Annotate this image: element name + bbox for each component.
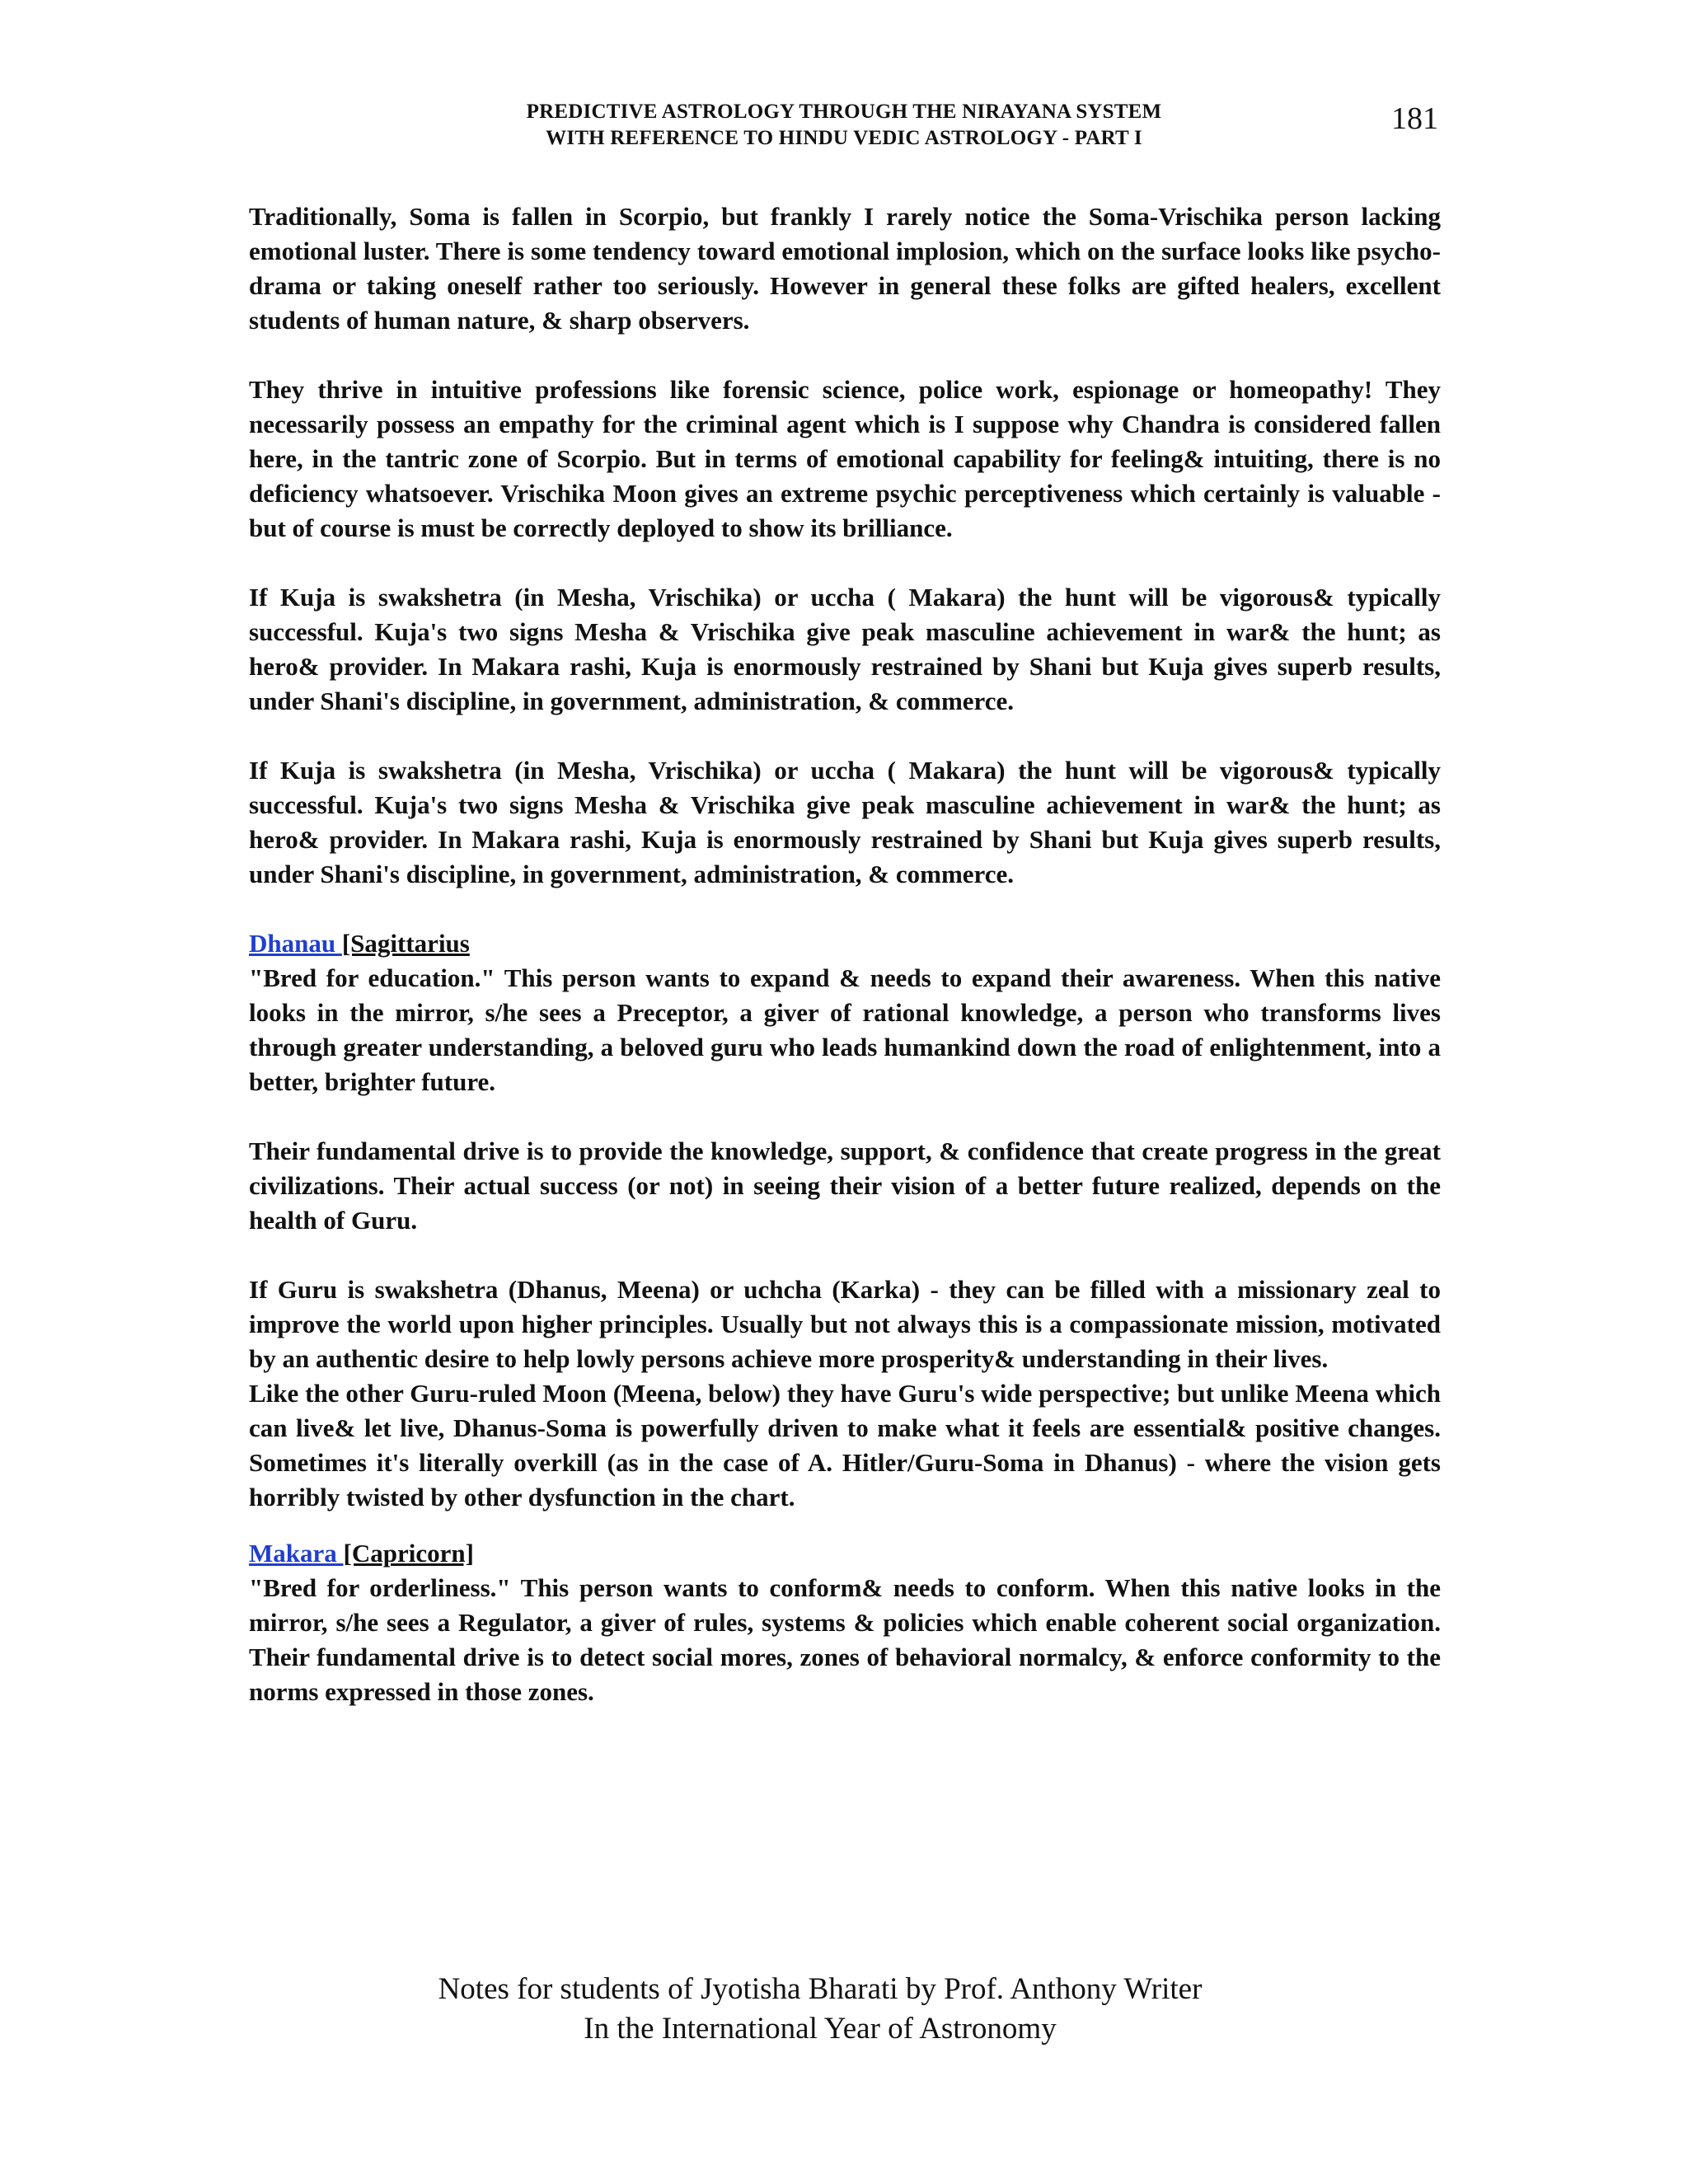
paragraph-guru-ruled-moon: Like the other Guru-ruled Moon (Meena, below) they have Guru's wide perspective; but unlike Meena which can live& let live, Dhanus-Soma is powerfully driven to make what it feels are essential& positive changes. Sometimes it's literally overkill (as in the case of A. Hitler/Guru-Soma in Dhanus) - where the vision gets horribly twisted by other dysfunction in the chart. — [249, 1379, 1441, 1511]
paragraph-fundamental-drive: Their fundamental drive is to provide the knowledge, support, & confidence that create progress in the great civilizations. Their actual success (or not) in seeing their vision of a better future realized, depends on the health of Guru. — [249, 1137, 1441, 1235]
footer-line-2: In the International Year of Astronomy — [584, 2012, 1057, 2046]
makara-link[interactable]: Makara — [249, 1539, 344, 1568]
header-title-line-2: WITH REFERENCE TO HINDU VEDIC ASTROLOGY - PART I — [546, 127, 1142, 149]
page-body — [249, 199, 1441, 1709]
paragraph-intuitive-professions: They thrive in intuitive professions like forensic science, police work, espionage or homeopathy! They necessarily possess an empathy for the criminal agent which is I suppose why Chandra is considered fallen here, in the tantric zone of Scorpio. But in terms of emotional capability for feeling& intuiting, there is no deficiency whatsoever. Vrischika Moon gives an extreme psychic perceptiveness which certainly is valuable - but of course is must be correctly deployed to show its brilliance. — [249, 375, 1441, 542]
paragraph-bred-for-education: "Bred for education." This person wants to expand & needs to expand their awareness. When this native looks in the mirror, s/he sees a Preceptor, a giver of rational knowledge, a person who transforms lives through greater understanding, a beloved guru who leads humankind down the road of enlightenment, into a better, brighter future. — [249, 963, 1441, 1096]
dhanau-subtitle: [Sagittarius — [341, 929, 470, 958]
section-heading-makara — [249, 1536, 1441, 1571]
paragraph-bred-for-orderliness: "Bred for orderliness." This person wants to conform& needs to conform. When this native looks in the mirror, s/he sees a Regulator, a giver of rules, systems & policies which enable coherent social organization. Their fundamental drive is to detect social mores, zones of behavioral normalcy, & enforce conformity to the norms expressed in those zones. — [249, 1573, 1441, 1706]
paragraph-guru-swakshetra: If Guru is swakshetra (Dhanus, Meena) or uchcha (Karka) - they can be filled with a missionary zeal to improve the world upon higher principles. Usually but not always this is a compassionate mission, motivated by an authentic desire to help lowly persons achieve more prosperity& understanding in their lives. — [249, 1275, 1441, 1373]
paragraph-kuja-swakshetra: If Kuja is swakshetra (in Mesha, Vrischika) or uccha ( Makara) the hunt will be vigorous& typically successful. Kuja's two signs Mesha & Vrischika give peak masculine achievement in war& the hunt; as hero& provider. In Makara rashi, Kuja is enormously restrained by Shani but Kuja gives superb results, under Shani's discipline, in government, administration, & commerce. — [249, 583, 1441, 715]
footer-line-1: Notes for students of Jyotisha Bharati by Prof. Anthony Writer — [438, 1972, 1203, 2006]
dhanau-link[interactable]: Dhanau — [249, 929, 342, 958]
makara-subtitle: [Capricorn] — [343, 1539, 474, 1568]
page-number: 181 — [1391, 101, 1438, 136]
section-heading-dhanau — [249, 926, 1441, 961]
paragraph-soma-scorpio: Traditionally, Soma is fallen in Scorpio, but frankly I rarely notice the Soma-Vrischika person lacking emotional luster. There is some tendency toward emotional implosion, which on the surface looks like psycho-drama or taking oneself rather too seriously. However in general these folks are gifted healers, excellent students of human nature, & sharp observers. — [249, 202, 1441, 335]
paragraph-kuja-swakshetra-repeat: If Kuja is swakshetra (in Mesha, Vrischika) or uccha ( Makara) the hunt will be vigorous& typically successful. Kuja's two signs Mesha & Vrischika give peak masculine achievement in war& the hunt; as hero& provider. In Makara rashi, Kuja is enormously restrained by Shani but Kuja gives superb results, under Shani's discipline, in government, administration, & commerce. — [249, 756, 1441, 888]
header-title-line-1: PREDICTIVE ASTROLOGY THROUGH THE NIRAYANA SYSTEM — [526, 101, 1162, 123]
page-footer — [0, 1970, 1640, 2049]
